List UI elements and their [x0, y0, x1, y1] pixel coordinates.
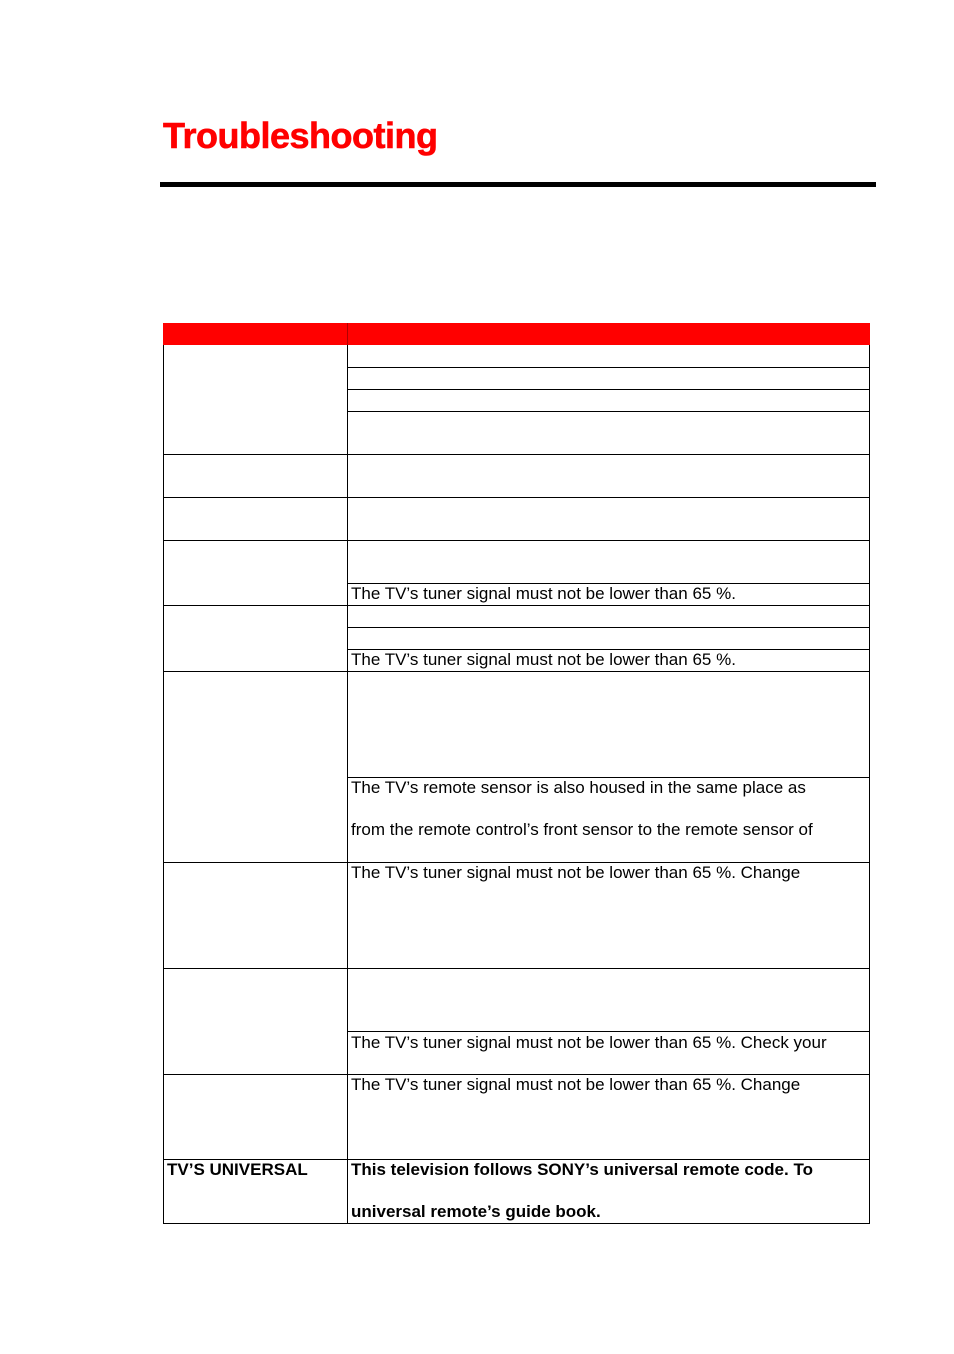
subrow-separator: [347, 367, 870, 368]
page-title: Troubleshooting: [163, 115, 438, 156]
table-cell-label: TV’S UNIVERSAL: [167, 1160, 308, 1179]
row-separator: [163, 454, 870, 455]
table-cell-text: The TV’s remote sensor is also housed in the same place as: [351, 778, 806, 797]
table-header-row: [163, 323, 870, 345]
table-left-border: [163, 345, 164, 1224]
table-cell-text: The TV’s tuner signal must not be lower than 65 %. Change: [351, 1075, 801, 1094]
table-bottom-border: [163, 1223, 870, 1224]
table-cell-text: The TV’s tuner signal must not be lower than 65 %.: [351, 650, 736, 669]
table-cell-text: The TV’s tuner signal must not be lower than 65 %.: [351, 584, 736, 603]
table-cell-text: The TV’s tuner signal must not be lower than 65 %. Check your: [351, 1033, 827, 1052]
header-column-divider: [347, 323, 348, 345]
row-separator: [163, 968, 870, 969]
table-cell-text: universal remote’s guide book.: [351, 1202, 601, 1221]
table-right-border: [869, 345, 870, 1224]
row-separator: [163, 671, 870, 672]
table-cell-text: from the remote control’s front sensor to the remote sensor of: [351, 820, 813, 839]
row-separator: [163, 540, 870, 541]
row-separator: [163, 605, 870, 606]
subrow-separator: [347, 627, 870, 628]
table-cell-text: This television follows SONY’s universal remote code. To: [351, 1160, 813, 1179]
row-separator: [163, 497, 870, 498]
table-cell-text: The TV’s tuner signal must not be lower than 65 %. Change: [351, 863, 801, 882]
subrow-separator: [347, 411, 870, 412]
subrow-separator: [347, 389, 870, 390]
subrow-separator: [347, 1031, 870, 1032]
table-column-divider: [347, 345, 348, 1224]
